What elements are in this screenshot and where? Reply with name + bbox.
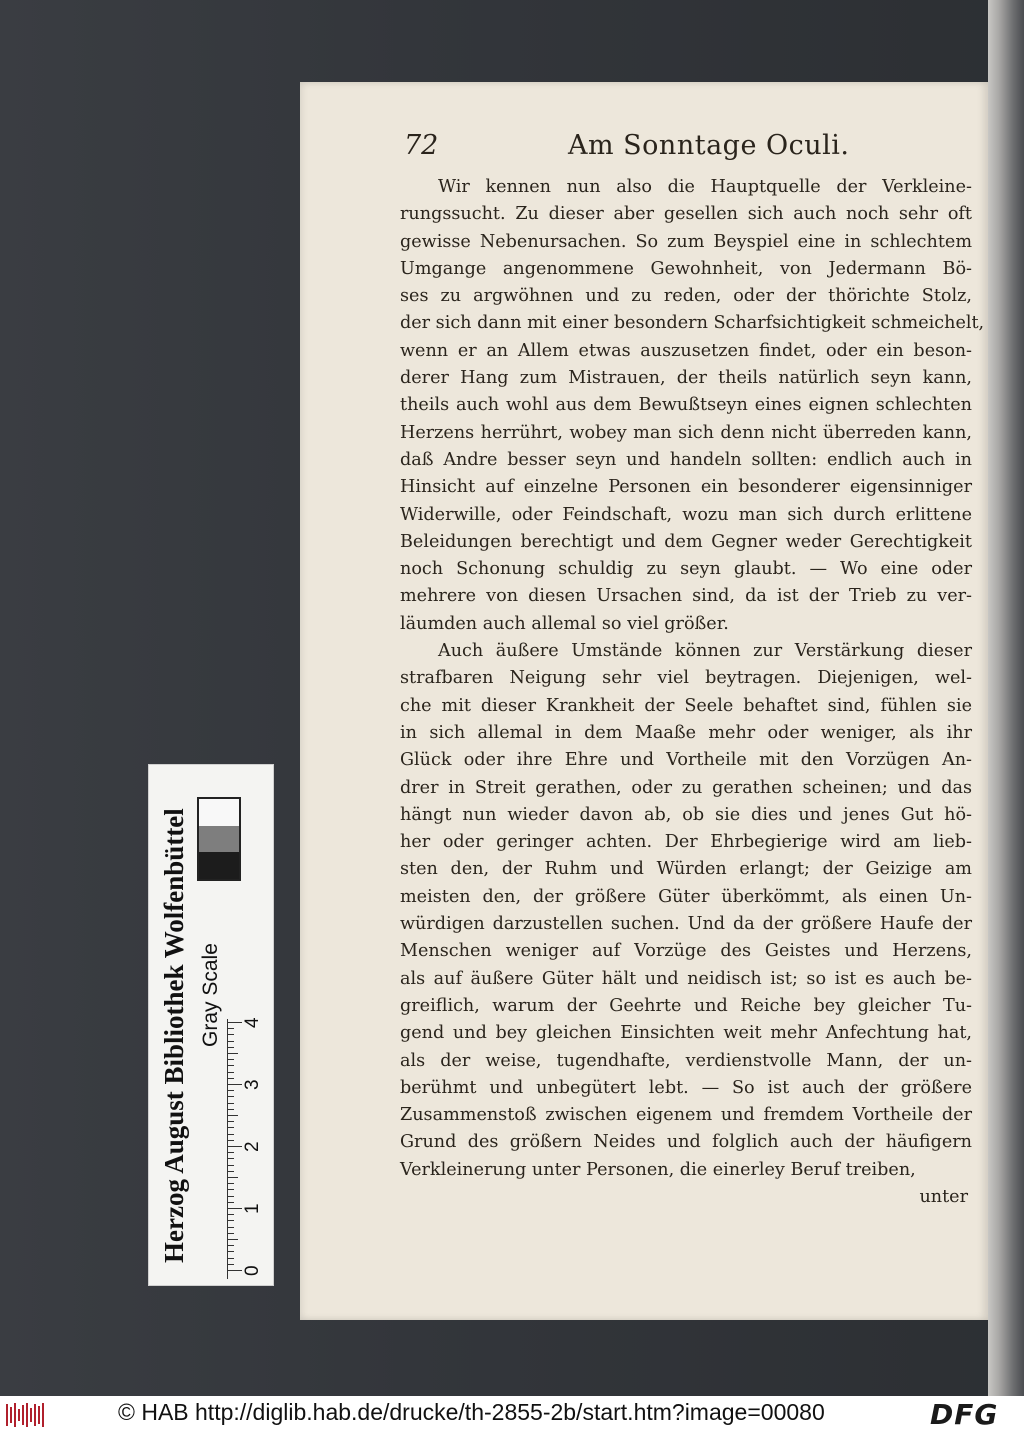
text-line: läumden auch allemal so viel größer. — [400, 613, 729, 634]
text-line: derer Hang zum Mistrauen, der theils natürlich seyn kann, — [400, 368, 972, 389]
gray-swatch — [199, 799, 239, 826]
ruler-tick — [228, 1115, 238, 1116]
paragraph-1 — [400, 174, 985, 638]
ruler-tick — [228, 1121, 234, 1122]
text-line: Beleidungen berechtigt und dem Gegner weder Gerechtigkeit — [400, 531, 972, 552]
ruler-tick — [228, 1202, 234, 1203]
ruler-tick — [228, 1227, 234, 1228]
gray-scale-swatches — [197, 797, 241, 881]
adjacent-page-edge — [988, 0, 1024, 1396]
text-line: her oder geringer achten. Der Ehrbegierige wird am lieb- — [400, 832, 972, 853]
ruler-tick — [228, 1189, 234, 1190]
ruler-tick — [228, 1196, 234, 1197]
ruler-tick — [228, 1171, 234, 1172]
ruler-tick — [228, 1165, 234, 1166]
ruler-number: 0 — [242, 1265, 263, 1276]
ruler-tick — [228, 1208, 242, 1209]
page-number: 72 — [404, 130, 439, 161]
ruler-tick — [228, 1041, 234, 1042]
barcode-bar — [30, 1408, 32, 1422]
text-line: Menschen weniger auf Vorzüge des Geistes und Herzens, — [400, 941, 972, 962]
ruler-tick — [228, 1047, 234, 1048]
text-line: Wir kennen nun also die Hauptquelle der Verkleine- — [438, 177, 972, 197]
book-page — [300, 82, 988, 1320]
text-line: Hinsicht auf einzelne Personen ein besonderer eigensinniger — [400, 477, 972, 498]
barcode-bar — [22, 1405, 24, 1425]
ruler-tick — [228, 1270, 242, 1271]
text-line: Grund des größern Neides und folglich auch der häufigern — [400, 1132, 972, 1153]
ruler-number: 4 — [242, 1017, 263, 1028]
ruler-tick — [228, 1090, 234, 1091]
text-line: meisten den, der größere Güter überkömmt, als einen Un- — [400, 886, 972, 907]
gray-swatch — [199, 826, 239, 853]
ruler-number: 3 — [242, 1079, 263, 1090]
text-line: hängt nun wieder davon ab, ob sie dies und jenes Gut hö- — [400, 804, 972, 825]
ruler-tick — [228, 1214, 234, 1215]
ruler-tick — [228, 1251, 234, 1252]
hab-barcode-logo — [6, 1403, 46, 1427]
text-line: würdigen darzustellen suchen. Und da der größere Haufe der — [400, 914, 972, 935]
ruler-tick — [228, 1146, 242, 1147]
catchword: unter — [919, 1186, 968, 1207]
ruler-tick — [228, 1059, 234, 1060]
ruler-tick — [228, 1065, 234, 1066]
text-line: wenn er an Allem etwas auszusetzen findet, oder ein beson- — [400, 340, 972, 361]
ruler-tick — [228, 1264, 234, 1265]
copyright-link[interactable]: © HAB http://diglib.hab.de/drucke/th-2855-2b/start.htm?image=00080 — [118, 1399, 825, 1425]
barcode-bar — [10, 1407, 12, 1423]
text-line: noch Schonung schuldig zu seyn glaubt. — Wo eine oder — [400, 559, 972, 580]
text-line: der sich dann mit einer besondern Scharfsichtigkeit schmeichelt, — [400, 313, 985, 334]
text-line: in sich allemal in dem Maaße mehr oder weniger, als ihr — [400, 722, 972, 743]
text-line: Widerwille, oder Feindschaft, wozu man sich durch erlittene — [400, 504, 972, 525]
text-line: Glück oder ihre Ehre und Vortheile mit den Vorzügen An- — [400, 750, 972, 771]
ruler-tick — [228, 1078, 234, 1079]
text-line: sten den, der Ruhm und Würden erlangt; der Geizige am — [400, 859, 972, 880]
ruler-tick — [228, 1096, 234, 1097]
text-line: Verkleinerung unter Personen, die einerley Beruf treiben, — [400, 1159, 916, 1180]
text-line: daß Andre besser seyn und handeln sollten: endlich auch in — [400, 449, 972, 470]
text-line: mehrere von diesen Ursachen sind, da ist der Trieb zu ver- — [400, 586, 972, 607]
paragraph-2 — [400, 638, 972, 1184]
page-content — [400, 130, 985, 1211]
text-line: che mit dieser Krankheit der Seele behaftet sind, fühlen sie — [400, 695, 972, 716]
library-name: Herzog August Bibliothek Wolfenbüttel — [159, 808, 189, 1263]
footer-bar — [0, 1396, 1024, 1434]
ruler-tick — [228, 1084, 242, 1085]
text-line: Zusammenstoß zwischen eigenem und fremdem Vortheile der — [400, 1105, 972, 1126]
barcode-bar — [18, 1409, 20, 1421]
ruler-tick — [228, 1134, 234, 1135]
barcode-bar — [42, 1403, 44, 1427]
ruler-tick — [228, 1140, 234, 1141]
text-line: berühmt und unbegütert lebt. — So ist auch der größere — [400, 1077, 972, 1098]
ruler-tick — [228, 1233, 234, 1234]
text-line: ses zu argwöhnen und zu reden, oder der thörichte Stolz, — [400, 286, 972, 307]
barcode-bar — [38, 1406, 40, 1424]
running-head — [400, 130, 972, 174]
text-line: Umgange angenommene Gewohnheit, von Jedermann Bö- — [400, 258, 972, 279]
ruler-tick — [228, 1177, 238, 1178]
gray-scale-label: Gray Scale — [199, 943, 222, 1047]
text-line: theils auch wohl aus dem Bewußtseyn eines eignen schlechten — [400, 395, 972, 416]
calibration-card-content — [155, 771, 267, 1279]
text-line: rungssucht. Zu dieser aber gesellen sich auch noch sehr oft — [400, 204, 972, 225]
calibration-card — [148, 764, 274, 1286]
ruler-tick — [228, 1028, 234, 1029]
text-line: greiflich, warum der Geehrte und Reiche bey gleicher Tu- — [400, 995, 972, 1016]
ruler-tick — [228, 1109, 234, 1110]
gray-swatch — [199, 852, 239, 879]
text-line: gend und bey gleichen Einsichten weit mehr Anfechtung hat, — [400, 1023, 972, 1044]
ruler-tick — [228, 1127, 234, 1128]
text-line: als auf äußere Güter hält und neidisch ist; so ist es auch be- — [400, 968, 972, 989]
ruler-tick — [228, 1072, 234, 1073]
dfg-logo: DFG — [930, 1398, 999, 1431]
text-line: Auch äußere Umstände können zur Verstärkung dieser — [438, 641, 972, 662]
ruler-tick — [228, 1245, 234, 1246]
ruler-tick — [228, 1239, 238, 1240]
ruler-tick — [228, 1183, 234, 1184]
text-line: Herzens herrührt, wobey man sich denn nicht überreden kann, — [400, 422, 972, 443]
running-title: Am Sonntage Oculi. — [568, 130, 850, 161]
ruler-number: 2 — [242, 1141, 263, 1152]
ruler-tick — [228, 1053, 238, 1054]
text-line: strafbaren Neigung sehr viel beytragen. Diejenigen, wel- — [400, 668, 972, 689]
text-line: als der weise, tugendhafte, verdienstvolle Mann, der un- — [400, 1050, 972, 1071]
text-line: drer in Streit gerathen, oder zu gerathen scheinen; und das — [400, 777, 972, 798]
ruler-number: 1 — [242, 1203, 263, 1214]
barcode-bar — [26, 1403, 28, 1427]
ruler-tick — [228, 1158, 234, 1159]
ruler-tick — [228, 1022, 242, 1023]
ruler-tick — [228, 1034, 234, 1035]
barcode-bar — [6, 1404, 8, 1426]
ruler-tick — [228, 1103, 234, 1104]
text-line: gewisse Nebenursachen. So zum Beyspiel eine in schlechtem — [400, 231, 972, 252]
barcode-bar — [14, 1403, 16, 1427]
ruler-tick — [228, 1220, 234, 1221]
ruler — [227, 1019, 264, 1279]
ruler-tick — [228, 1258, 234, 1259]
ruler-tick — [228, 1152, 234, 1153]
barcode-bar — [34, 1404, 36, 1426]
